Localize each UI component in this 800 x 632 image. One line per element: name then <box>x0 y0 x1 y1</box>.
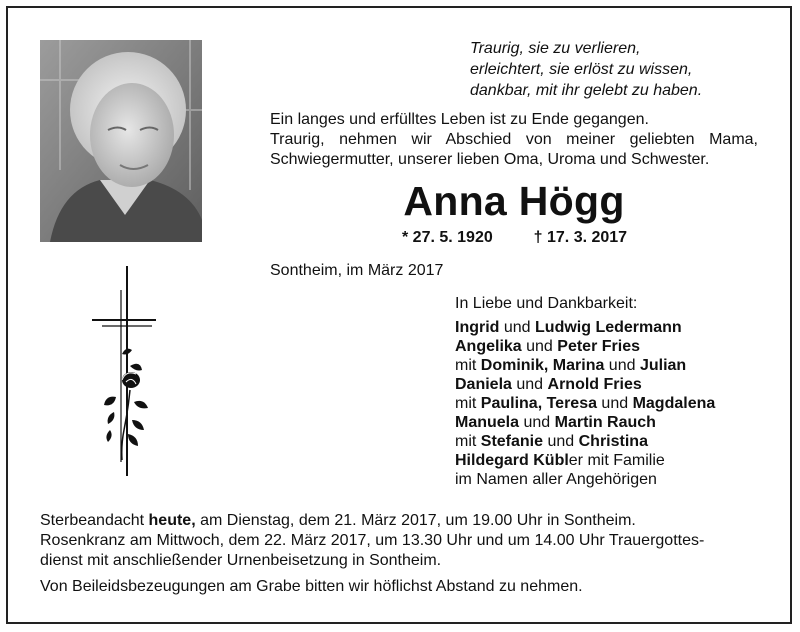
quote-line: Traurig, sie zu verlieren, <box>470 40 641 57</box>
birth-date: * 27. 5. 1920 <box>402 229 493 246</box>
intro-line: Schwiegermutter, unserer lieben Oma, Uroma und Schwester. <box>270 151 710 168</box>
family-name: Daniela <box>455 376 512 393</box>
quote-line: dankbar, mit ihr gelebt zu haben. <box>470 82 703 99</box>
family-name: Arnold Fries <box>547 376 642 393</box>
family-name: Angelika <box>455 338 522 355</box>
deceased-name: Anna Högg <box>403 178 625 224</box>
family-name: Christina <box>578 433 648 450</box>
service-text-bold: heute, <box>148 512 196 529</box>
family-signatures <box>455 294 715 489</box>
service-info <box>40 511 760 597</box>
family-connector: und <box>543 433 579 450</box>
family-line <box>455 451 715 470</box>
family-line <box>455 413 715 432</box>
service-line-wake <box>40 511 760 531</box>
family-connector: mit <box>455 433 481 450</box>
family-connector: und <box>511 376 548 393</box>
family-line <box>455 337 715 356</box>
family-connector: und <box>596 395 633 412</box>
family-connector: und <box>604 357 640 374</box>
service-line-burial: dienst mit anschließender Urnenbeisetzung in Sontheim. <box>40 552 442 569</box>
family-name: Ludwig Ledermann <box>535 319 682 336</box>
family-line <box>455 318 715 337</box>
portrait-photo <box>40 40 202 242</box>
family-name: Ingrid <box>455 319 500 336</box>
family-line <box>455 432 715 451</box>
family-name: Paulina, Teresa <box>480 395 597 412</box>
family-heading: In Liebe und Dankbarkeit: <box>455 295 638 312</box>
intro-line: Ein langes und erfülltes Leben ist zu Ende gegangen. <box>270 111 649 128</box>
cross-with-rose-icon <box>86 262 166 482</box>
quote-block <box>470 38 770 101</box>
family-line <box>455 470 715 489</box>
family-connector: im Namen aller Angehörigen <box>455 471 657 488</box>
family-name: Julian <box>639 357 687 374</box>
death-date: † 17. 3. 2017 <box>533 229 628 246</box>
intro-line: Traurig, nehmen wir Abschied von meiner geliebten Mama, <box>270 131 758 148</box>
family-name: Stefanie <box>480 433 544 450</box>
family-name: Dominik, Marina <box>480 357 605 374</box>
service-text: Sterbeandacht <box>40 512 149 529</box>
family-line <box>455 394 715 413</box>
family-line <box>455 375 715 394</box>
family-connector: mit <box>455 357 481 374</box>
family-connector: und <box>521 338 558 355</box>
family-connector: und <box>519 414 555 431</box>
quote-line: erleichtert, sie erlöst zu wissen, <box>470 61 693 78</box>
family-name: Magdalena <box>632 395 716 412</box>
family-connector: er mit Familie <box>568 452 665 469</box>
intro-text <box>270 110 758 170</box>
family-name: Peter Fries <box>557 338 640 355</box>
service-line-rosary: Rosenkranz am Mittwoch, dem 22. März 2017, um 13.30 Uhr und um 14.00 Uhr Trauergottes- <box>40 532 705 549</box>
family-line <box>455 356 715 375</box>
family-connector: und <box>499 319 536 336</box>
family-connector: mit <box>455 395 481 412</box>
family-name: Hildegard Kübl <box>455 452 569 469</box>
place-date: Sontheim, im März 2017 <box>270 262 444 279</box>
service-text: am Dienstag, dem 21. März 2017, um 19.00 Uhr in Sontheim. <box>195 512 636 529</box>
life-dates <box>402 229 627 247</box>
condolence-note: Von Beileidsbezeugungen am Grabe bitten wir höflichst Abstand zu nehmen. <box>40 578 583 595</box>
family-name: Manuela <box>455 414 520 431</box>
family-name: Martin Rauch <box>554 414 656 431</box>
